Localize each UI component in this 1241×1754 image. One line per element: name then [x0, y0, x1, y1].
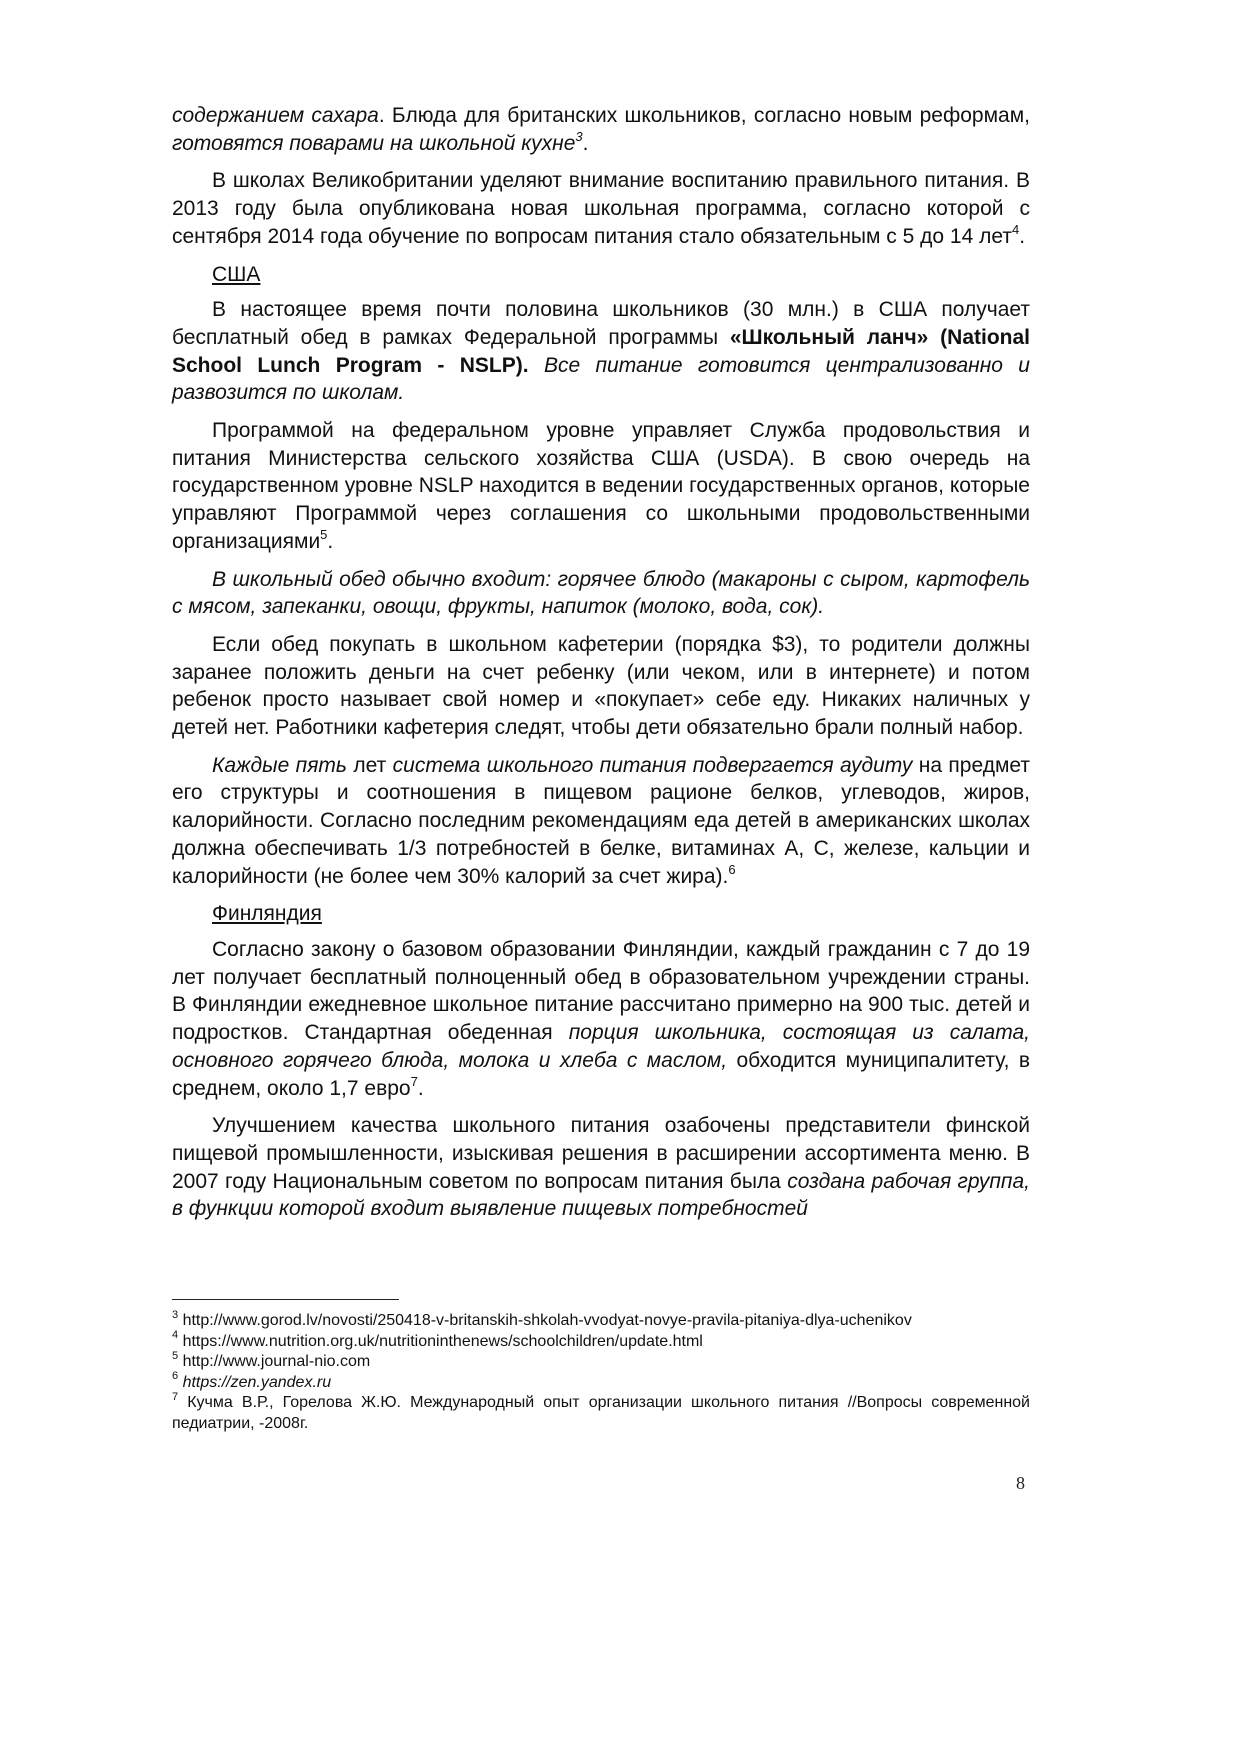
text-run: создана рабочая группа, в функции которой входит выявление пищевых потребностей — [172, 1169, 1030, 1221]
paragraph — [172, 936, 1030, 1102]
text-run: Программой на федеральном уровне управляет Служба продовольствия и питания Министерства сельского хозяйства США (USDA). В свою очередь на государственном уровне NSLP находится в ведении государственных органов, которые управляют Программой через соглашения со школьными продовольственными организациями — [172, 419, 1030, 553]
footnote-number: 7 — [172, 1390, 179, 1403]
footnote-reference: 5 — [320, 526, 328, 542]
footnote-text: https://zen.yandex.ru — [182, 1373, 332, 1391]
text-run: Согласно закону о базовом образовании Финляндии, каждый гражданин с 7 до 19 лет получает бесплатный полноценный обед в образовательном учреждении страны. В Финляндии ежедневное школьное питание рассчитано примерно на 900 тыс. детей и подростков. Стандартная обеденная — [172, 937, 1030, 1045]
text-run: лет — [346, 753, 393, 777]
text-run: . — [417, 1076, 424, 1100]
footnote-number: 5 — [172, 1349, 179, 1362]
paragraph — [172, 296, 1030, 407]
footnote — [172, 1349, 1030, 1373]
footnote-reference: 3 — [575, 128, 583, 144]
text-run: В настоящее время почти половина школьников (30 млн.) в США получает бесплатный обед в рамках Федеральной программы — [172, 298, 1030, 349]
text-run: Все питание готовится централизованно и развозится по школам. — [172, 353, 1030, 405]
text-run: на предмет его структуры и соотношения в пищевом рационе белков, углеводов, жиров, калорийности. Согласно последним рекомендациям еда детей в американских школах должна обеспечивать 1/3 потребностей в белке, витаминах А, С, железе, кальции и калорийности (не более чем 30% калорий за счет жира). — [172, 753, 1030, 888]
footnote-text: https://www.nutrition.org.uk/nutritioninthenews/schoolchildren/update.html — [182, 1332, 703, 1350]
footnote — [172, 1390, 1030, 1434]
footnote — [172, 1308, 1030, 1332]
footnote-text: Кучма В.Р., Горелова Ж.Ю. Международный опыт организации школьного питания //Вопросы современной педиатрии, -2008г. — [172, 1394, 1030, 1432]
text-run: В школах Великобритании уделяют внимание воспитанию правильного питания. В 2013 году была опубликована новая школьная программа, согласно которой с сентября 2014 года обучение по вопросам питания стало обязательным с 5 до 14 лет — [172, 169, 1030, 248]
footnote-number: 4 — [172, 1329, 179, 1342]
text-run: . — [327, 529, 334, 553]
paragraph — [172, 1112, 1030, 1223]
text-run: система школьного питания подвергается аудиту — [392, 753, 913, 777]
text-run: Каждые пять — [212, 753, 347, 777]
paragraph — [172, 566, 1030, 621]
footnote-reference: 4 — [1011, 221, 1020, 237]
page-number: 8 — [1016, 1473, 1025, 1493]
text-run: . — [582, 131, 589, 155]
footnote-reference: 6 — [728, 861, 736, 877]
footnote-number: 6 — [172, 1370, 179, 1383]
section-heading: Финляндия — [212, 902, 322, 926]
footnote — [172, 1329, 1030, 1353]
footnote-text: http://www.journal-nio.com — [182, 1353, 371, 1370]
text-run: . — [1019, 224, 1026, 248]
text-run — [529, 354, 544, 377]
paragraph — [172, 752, 1030, 891]
text-run: готовятся поварами на школьной кухне — [172, 131, 576, 155]
text-run: порция школьника, состоящая из салата, основного горячего блюда, молока и хлеба с маслом, — [172, 1021, 1030, 1072]
footnote-separator — [172, 1299, 399, 1300]
paragraph — [172, 417, 1030, 556]
text-run: «Школьный ланч» (National School Lunch Program - NSLP). — [172, 325, 1030, 377]
footnotes — [172, 1308, 1030, 1434]
text-run: Улучшением качества школьного питания озабочены представители финской пищевой промышленности, изыскивая решения в расширении ассортимента меню. В 2007 году Национальным советом по вопросам питания была — [172, 1114, 1030, 1193]
text-run: . Блюда для британских школьников, согласно новым реформам, — [378, 104, 1030, 127]
paragraph — [172, 631, 1030, 742]
text-run: В школьный обед обычно входит: горячее блюдо (макароны с сыром, картофель с мясом, запеканки, овощи, фрукты, напиток (молоко, вода, сок). — [172, 567, 1030, 619]
text-run: Если обед покупать в школьном кафетерии (порядка $3), то родители должны заранее положить деньги на счет ребенку (или чеком, или в интернете) и потом ребенок просто называет свой номер и «покупает» себе еду. Никаких наличных у детей нет. Работники кафетерия следят, чтобы дети обязательно брали полный набор. — [172, 632, 1030, 740]
text-run: содержанием сахара — [172, 104, 379, 127]
footnote — [172, 1370, 1030, 1394]
footnote-reference: 7 — [410, 1073, 418, 1089]
section-heading: США — [212, 262, 261, 286]
footnote-number: 3 — [172, 1308, 179, 1321]
footnote-text: http://www.gorod.lv/novosti/250418-v-britanskih-shkolah-vvodyat-novye-pravila-pitaniya-dlya-uchenikov — [182, 1312, 912, 1329]
paragraph — [172, 167, 1030, 250]
page-body — [172, 102, 1030, 1233]
text-run: обходится муниципалитету, в среднем, около 1,7 евро — [172, 1048, 1030, 1100]
paragraph — [172, 102, 1030, 157]
